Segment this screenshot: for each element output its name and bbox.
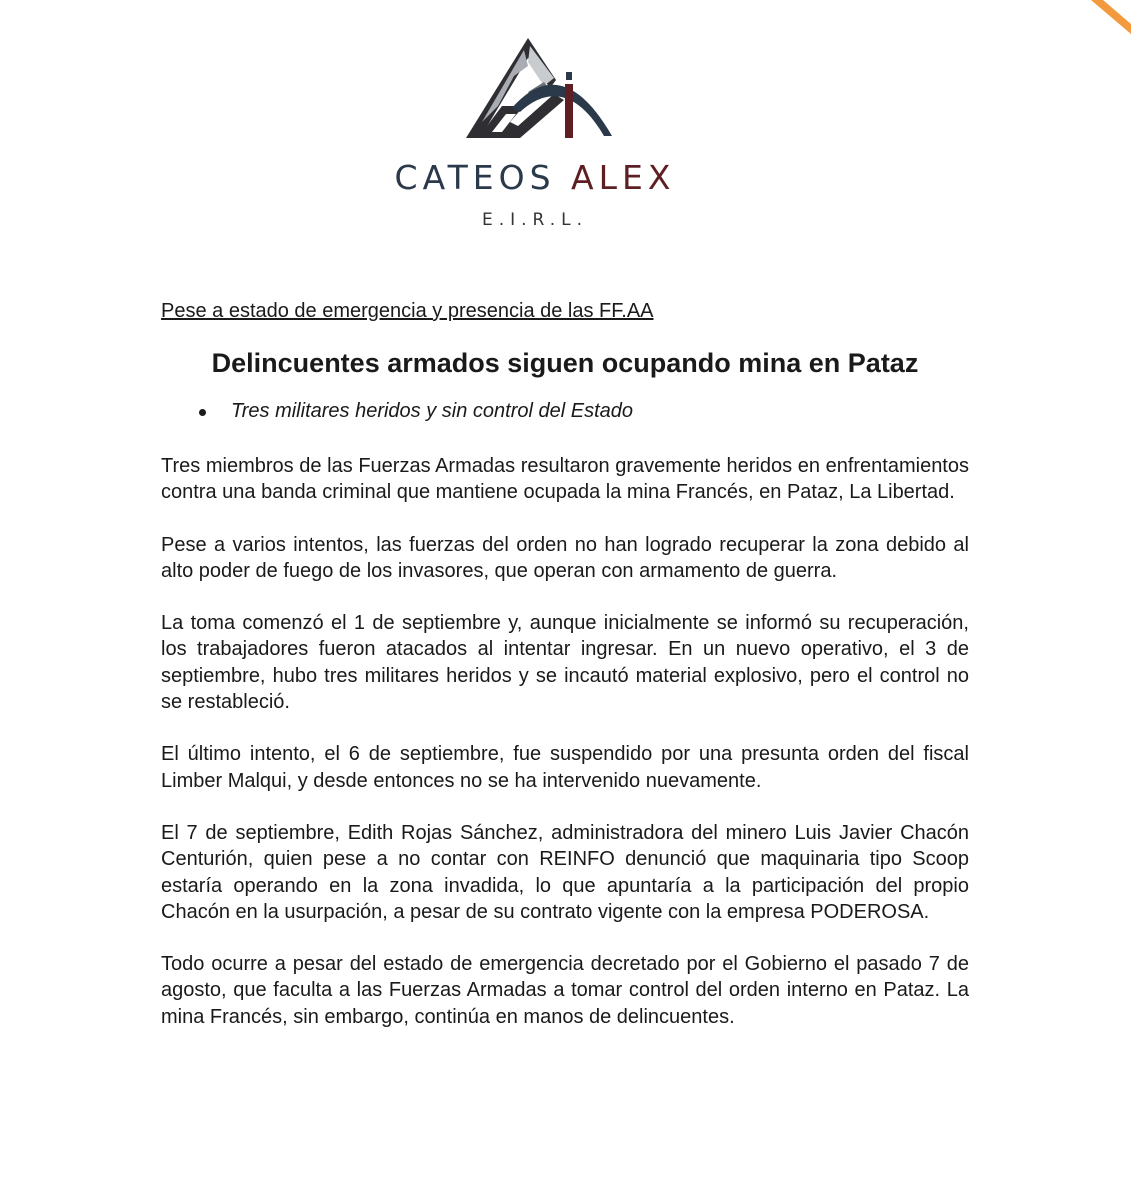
article-paragraph: El último intento, el 6 de septiembre, fue suspendido por una presunta orden del fiscal Limber Malqui, y desde entonces no se ha intervenido nuevamente. [161,743,969,792]
company-logo [330,30,740,250]
summary-bullet-list [161,397,969,425]
logo-name-part1: CATEOS [394,158,556,197]
article-kicker: Pese a estado de emergencia y presencia de las FF.AA [161,300,654,322]
article-paragraph: El 7 de septiembre, Edith Rojas Sánchez, administradora del minero Luis Javier Chacón Centurión, quien pese a no contar con REINFO denunció que maquinaria tipo Scoop estaría operando en la zona invadida, lo que apuntaría a la participación del propio Chacón en la usurpación, a pesar de su contrato vigente con la empresa PODEROSA. [161,821,969,923]
article-paragraph: La toma comenzó el 1 de septiembre y, aunque inicialmente se informó su recuperación, los trabajadores fueron atacados al intentar ingresar. En un nuevo operativo, el 3 de septiembre, hubo tres militares heridos y se incautó material explosivo, pero el control no se restableció. [161,612,969,714]
summary-bullet-text: Tres militares heridos y sin control del Estado [231,400,634,422]
corner-accent-mark [1091,0,1131,34]
bullet-dot-icon [199,409,206,416]
article-paragraph: Todo ocurre a pesar del estado de emergencia decretado por el Gobierno el pasado 7 de agosto, que faculta a las Fuerzas Armadas a tomar control del orden interno en Pataz. La mina Francés, sin embargo, continúa en manos de delincuentes. [161,953,969,1028]
article-paragraph: Tres miembros de las Fuerzas Armadas resultaron gravemente heridos en enfrentamientos contra una banda criminal que mantiene ocupada la mina Francés, en Pataz, La Libertad. [161,455,969,504]
mountain-logo-icon [458,36,618,144]
logo-subtitle: E.I.R.L. [481,210,589,230]
logo-name-part2: ALEX [571,158,676,197]
article-paragraph: Pese a varios intentos, las fuerzas del orden no han logrado recuperar la zona debido al alto poder de fuego de los invasores, que operan con armamento de guerra. [161,533,969,582]
summary-bullet [161,397,969,425]
article-body [161,297,969,1030]
article-headline: Delincuentes armados siguen ocupando mina en Pataz [211,348,919,378]
logo-company-name [330,158,740,198]
